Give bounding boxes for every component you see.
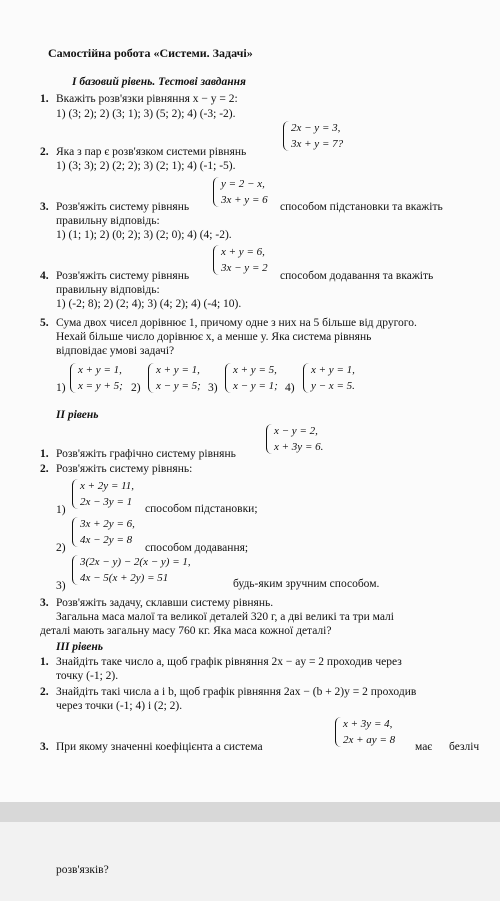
- l3-q3-continuation: розв'язків?: [56, 864, 109, 876]
- l2-q2-item1-system: x + 2y = 11, 2x − 3y = 1: [72, 478, 134, 510]
- q5-line3: відповідає умові задачі?: [56, 345, 175, 357]
- q5-option1-label: 1): [56, 382, 66, 394]
- l3-q2-line1: Знайдіть такі числа a і b, щоб графік рівняння 2ax − (b + 2)y = 2 проходив: [56, 686, 417, 698]
- l2-q3-number: 3.: [40, 597, 49, 609]
- q5-option3-label: 3): [208, 382, 218, 394]
- l2-q1-text: Розв'яжіть графічно систему рівнянь: [56, 448, 236, 460]
- l2-q3-text: Розв'яжіть задачу, склавши систему рівнянь.: [56, 597, 274, 609]
- page-divider: [0, 802, 500, 822]
- l3-q1-line2: точку (-1; 2).: [56, 670, 119, 682]
- l3-q3-system: x + 3y = 4, 2x + ay = 8: [335, 716, 395, 748]
- l3-q3-tail1: має: [415, 741, 433, 753]
- q5-option3-system: x + y = 5, x − y = 1;: [225, 362, 278, 394]
- l2-q2-item3-method: будь-яким зручним способом.: [233, 578, 380, 590]
- l2-q2-number: 2.: [40, 463, 49, 475]
- l3-q1-number: 1.: [40, 656, 49, 668]
- q5-line2: Нехай більше число дорівнює x, а менше y. Яка система рівнянь: [56, 331, 372, 343]
- q4-tail: способом додавання та вкажіть: [280, 270, 434, 282]
- q4-text: Розв'яжіть систему рівнянь: [56, 270, 190, 282]
- q2-system: 2x − y = 3, 3x + y = 7?: [283, 120, 343, 152]
- l3-q1-line1: Знайдіть таке число a, щоб графік рівняння 2x − ay = 2 проходив через: [56, 656, 402, 668]
- q5-line1: Сума двох чисел дорівнює 1, причому одне з них на 5 більше від другого.: [56, 317, 417, 329]
- l2-q2-item1-label: 1): [56, 504, 66, 516]
- q5-option4-label: 4): [285, 382, 295, 394]
- l3-q3-number: 3.: [40, 741, 49, 753]
- level1-heading: І базовий рівень. Тестові завдання: [72, 76, 246, 88]
- q3-options: 1) (1; 1); 2) (0; 2); 3) (2; 0); 4) (4; -2).: [56, 229, 232, 241]
- q2-number: 2.: [40, 146, 49, 158]
- l3-q2-number: 2.: [40, 686, 49, 698]
- q1-text: Вкажіть розв'язки рівняння x − y = 2:: [56, 93, 238, 105]
- q5-option1-system: x + y = 1, x = y + 5;: [70, 362, 123, 394]
- l3-q3-pre: При якому значенні коефіцієнта a система: [56, 741, 263, 753]
- l2-q2-item2-method: способом додавання;: [145, 542, 249, 554]
- q2-options: 1) (3; 3); 2) (2; 2); 3) (2; 1); 4) (-1; -5).: [56, 160, 236, 172]
- q3-tail: способом підстановки та вкажіть: [280, 201, 443, 213]
- q1-options: 1) (3; 2); 2) (3; 1); 3) (5; 2); 4) (-3; -2).: [56, 108, 236, 120]
- q4-options: 1) (-2; 8); 2) (2; 4); 3) (4; 2); 4) (-4; 10).: [56, 298, 242, 310]
- q2-text: Яка з пар є розв'язком системи рівнянь: [56, 146, 247, 158]
- q5-option4-system: x + y = 1, y − x = 5.: [303, 362, 355, 394]
- q5-option2-system: x + y = 1, x − y = 5;: [148, 362, 201, 394]
- l3-q3-tail2: безліч: [449, 741, 480, 753]
- l3-q2-line2: через точки (-1; 4) і (2; 2).: [56, 700, 183, 712]
- q5-option2-label: 2): [131, 382, 141, 394]
- l2-q2-item3-label: 3): [56, 580, 66, 592]
- page-title: Самостійна робота «Системи. Задачі»: [48, 46, 253, 60]
- q3-number: 3.: [40, 201, 49, 213]
- l2-q2-item2-system: 3x + 2y = 6, 4x − 2y = 8: [72, 516, 135, 548]
- l2-q3-line1: Загальна маса малої та великої деталей 320 г, а дві великі та три малі: [56, 611, 394, 623]
- l2-q2-text: Розв'яжіть систему рівнянь:: [56, 463, 193, 475]
- q4-system: x + y = 6, 3x − y = 2: [213, 244, 268, 276]
- l2-q2-item1-method: способом підстановки;: [145, 503, 258, 515]
- q5-number: 5.: [40, 317, 49, 329]
- l2-q1-number: 1.: [40, 448, 49, 460]
- level3-heading: ІІІ рівень: [56, 641, 103, 653]
- q4-number: 4.: [40, 270, 49, 282]
- level2-heading: ІІ рівень: [56, 409, 99, 421]
- l2-q1-system: x − y = 2, x + 3y = 6.: [266, 423, 323, 455]
- q3-system: y = 2 − x, 3x + y = 6: [213, 176, 268, 208]
- q1-number: 1.: [40, 93, 49, 105]
- q3-line2: правильну відповідь:: [56, 215, 160, 227]
- continuation-area: [0, 822, 500, 901]
- q4-line2: правильну відповідь:: [56, 284, 160, 296]
- l2-q2-item3-system: 3(2x − y) − 2(x − y) = 1, 4x − 5(x + 2y) = 51: [72, 554, 191, 586]
- l2-q3-line2: деталі мають загальну масу 760 кг. Яка маса кожної деталі?: [40, 625, 332, 637]
- l2-q2-item2-label: 2): [56, 542, 66, 554]
- q3-text: Розв'яжіть систему рівнянь: [56, 201, 190, 213]
